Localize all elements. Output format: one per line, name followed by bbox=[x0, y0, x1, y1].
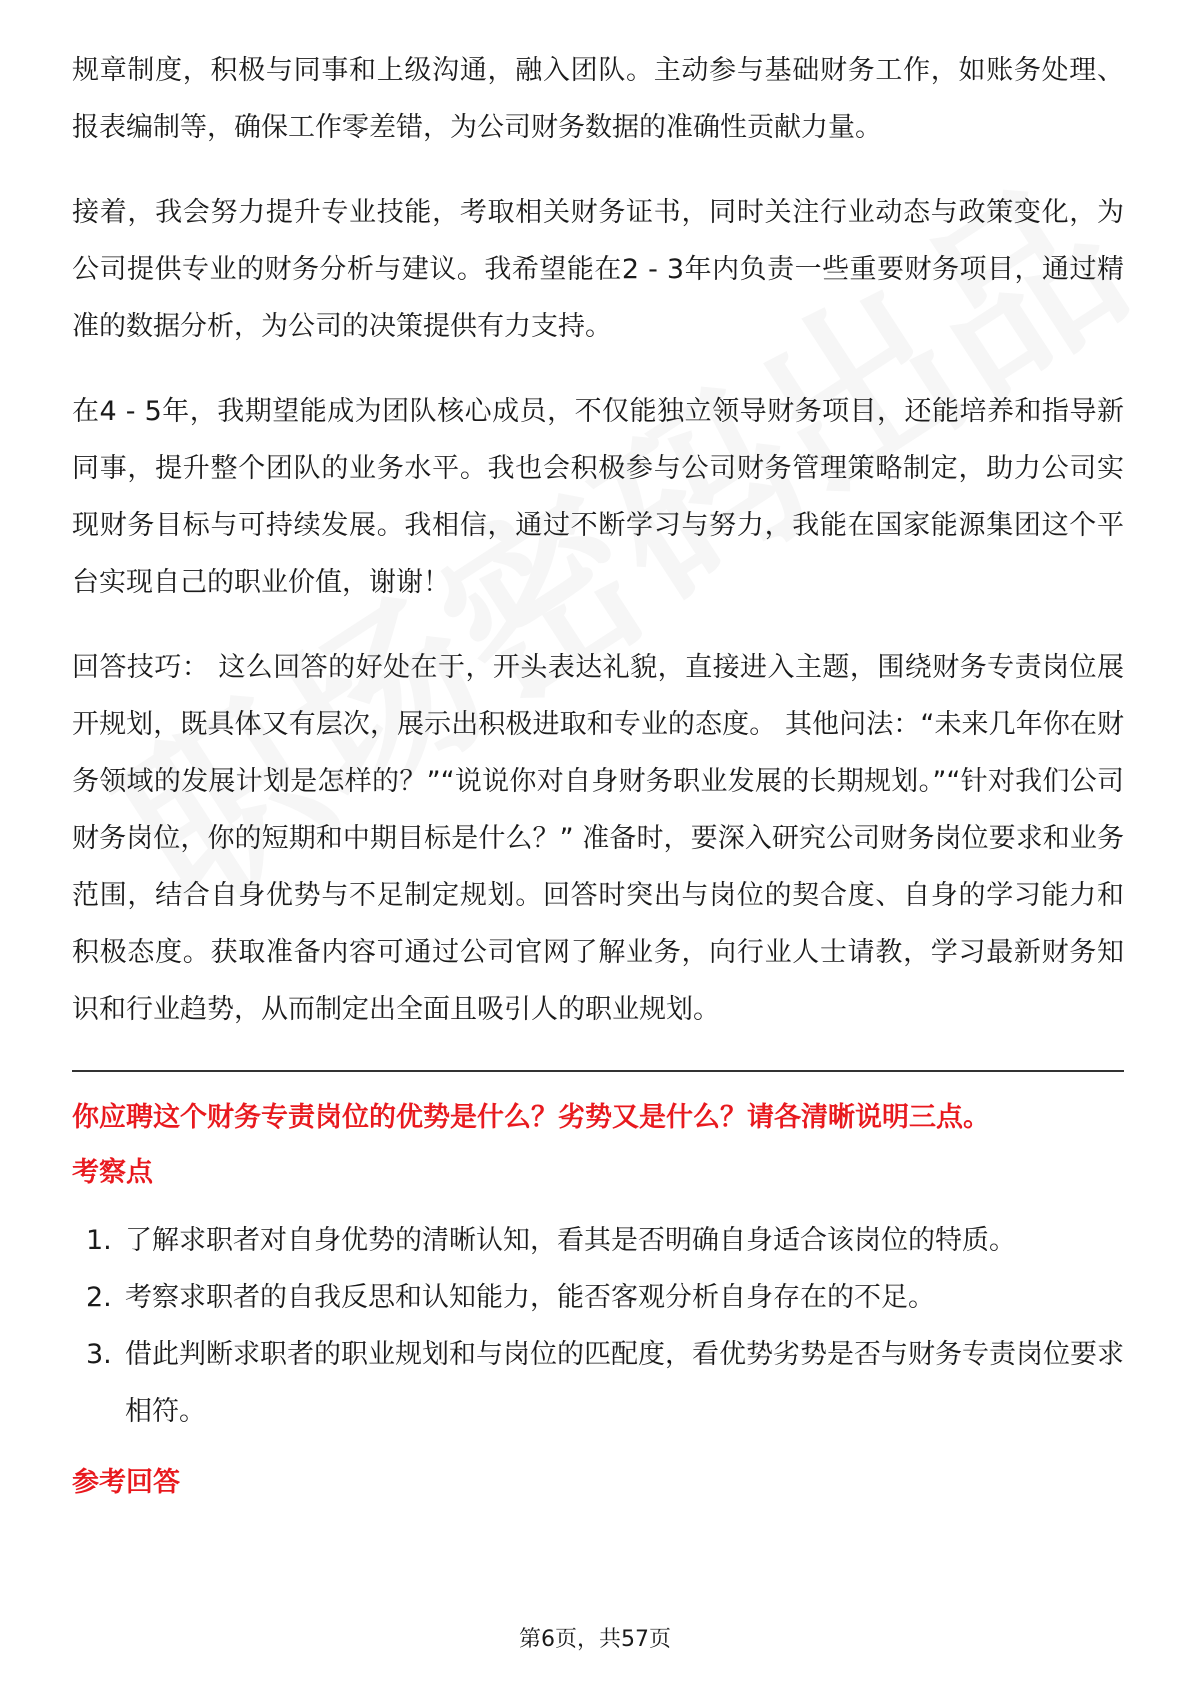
reference-answer-title: 参考回答 bbox=[72, 1467, 180, 1498]
assessment-points-list bbox=[72, 1212, 1124, 1440]
assessment-points-title: 考察点 bbox=[72, 1157, 153, 1188]
question-heading: 你应聘这个财务专责岗位的优势是什么？劣势又是什么？请各清晰说明三点。 bbox=[72, 1102, 990, 1133]
list-item bbox=[72, 1269, 1124, 1326]
list-item-text: 考察求职者的自我反思和认知能力，能否客观分析自身存在的不足。 bbox=[125, 1282, 935, 1313]
paragraph-2: 接着，我会努力提升专业技能，考取相关财务证书，同时关注行业动态与政策变化，为公司提供专业的财务分析与建议。我希望能在2 - 3年内负责一些重要财务项目，通过精准的数据分析，为公司的决策提供有力支持。 bbox=[72, 197, 1124, 342]
paragraph-3: 在4 - 5年，我期望能成为团队核心成员，不仅能独立领导财务项目，还能培养和指导新同事，提升整个团队的业务水平。我也会积极参与公司财务管理策略制定，助力公司实现财务目标与可持续发展。我相信，通过不断学习与努力，我能在国家能源集团这个平台实现自己的职业价值，谢谢！ bbox=[72, 396, 1124, 598]
document-page bbox=[72, 42, 1124, 1522]
section-divider bbox=[72, 1070, 1124, 1072]
page-number: 第6页，共57页 bbox=[519, 1627, 671, 1652]
list-number: 2. bbox=[86, 1282, 112, 1313]
list-number: 1. bbox=[86, 1225, 112, 1256]
list-item bbox=[72, 1212, 1124, 1269]
list-number: 3. bbox=[86, 1339, 112, 1370]
list-item-text: 了解求职者对自身优势的清晰认知，看其是否明确自身适合该岗位的特质。 bbox=[125, 1225, 1016, 1256]
list-item-text: 借此判断求职者的职业规划和与岗位的匹配度，看优势劣势是否与财务专责岗位要求相符。 bbox=[125, 1339, 1124, 1427]
paragraph-1: 规章制度，积极与同事和上级沟通，融入团队。主动参与基础财务工作，如账务处理、报表编制等，确保工作零差错，为公司财务数据的准确性贡献力量。 bbox=[72, 55, 1124, 143]
answer-tips-paragraph: 回答技巧： 这么回答的好处在于，开头表达礼貌，直接进入主题，围绕财务专责岗位展开规划，既具体又有层次，展示出积极进取和专业的态度。 其他问法：“未来几年你在财务领域的发展计划是怎样的？”“说说你对自身财务职业发展的长期规划。”“针对我们公司财务岗位，你的短期和中期目标是什么？” 准备时，要深入研究公司财务岗位要求和业务范围，结合自身优势与不足制定规划。回答时突出与岗位的契合度、自身的学习能力和积极态度。获取准备内容可通过公司官网了解业务，向行业人士请教，学习最新财务知识和行业趋势，从而制定出全面且吸引人的职业规划。 bbox=[72, 652, 1124, 1025]
list-item bbox=[72, 1326, 1124, 1440]
